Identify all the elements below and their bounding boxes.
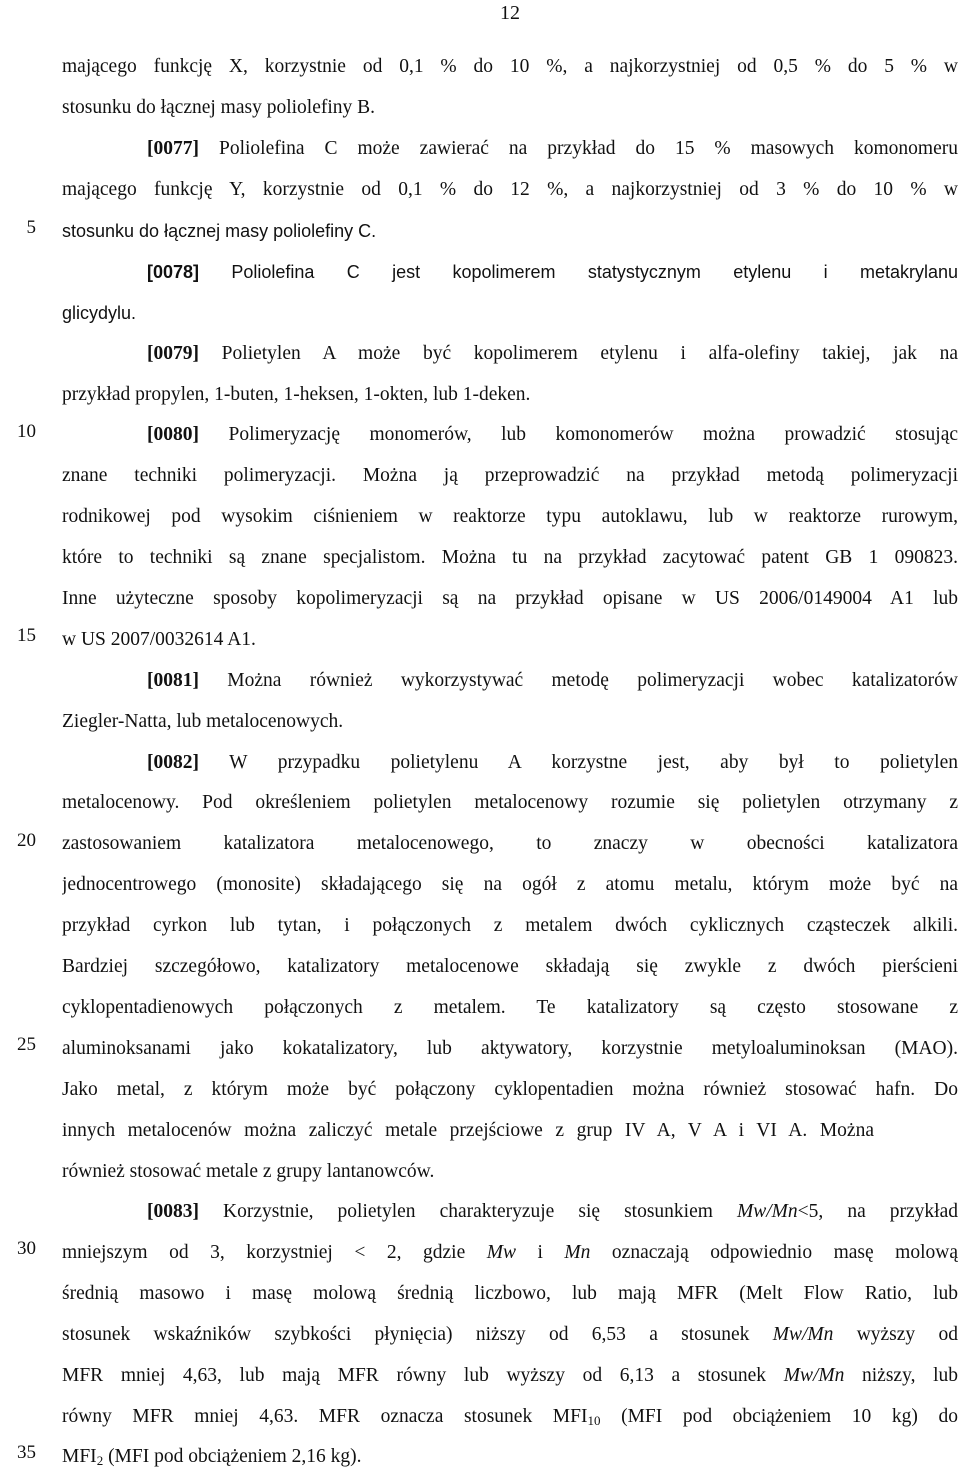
text-line: które to techniki są znane specjalistom. Można tu na przykład zacytować patent GB 1 090823. (62, 547, 958, 568)
paragraph-tag: [0083] (147, 1201, 199, 1222)
line-number: 20 (17, 830, 36, 851)
text-line: mającego funkcję Y, korzystnie od 0,1 % do 12 %, a najkorzystniej od 3 % do 10 % w (62, 179, 958, 200)
text-line: równy MFR mniej 4,63. MFR oznacza stosunek $MFI_{10}$ (MFI pod obciążeniem 10 kg) do (62, 1406, 958, 1428)
paragraph-tag: [0077] (147, 138, 199, 159)
line-number: 25 (17, 1034, 36, 1055)
text-line: Bardziej szczegółowo, katalizatory metalocenowe składają się zwykle z dwóch pierścieni (62, 956, 958, 977)
paragraph-tag: [0079] (147, 343, 199, 364)
paragraph-0077-start: [0077] Poliolefina C może zawierać na przykład do 15 % masowych komonomeru (147, 138, 958, 159)
text-line: przykład propylen, 1-buten, 1-heksen, 1-okten, lub 1-deken. (62, 384, 531, 405)
text-line: $MFI_2$ (MFI pod obciążeniem 2,16 kg). (62, 1446, 362, 1468)
text-line: aluminoksanami jako kokatalizatory, lub aktywatory, korzystnie metyloaluminoksan (MAO). (62, 1038, 958, 1059)
paragraph-0082-start: [0082] W przypadku polietylenu A korzystne jest, aby był to polietylen (147, 752, 958, 773)
line-number: 15 (17, 625, 36, 646)
paragraph-tag: [0081] (147, 670, 199, 691)
text-line: glicydylu. (62, 303, 137, 323)
text-line: zastosowaniem katalizatora metalocenowego, to znaczy w obecności katalizatora (62, 833, 958, 854)
text-line: jednocentrowego (monosite) składającego się na ogół z atomu metalu, którym może być na (62, 874, 958, 895)
line-number: 35 (17, 1442, 36, 1463)
paragraph-tag: [0082] (147, 752, 199, 773)
text-line: Ziegler-Natta, lub metalocenowych. (62, 711, 344, 732)
text-line: mniejszym od 3, korzystniej < 2, gdzie Mw i Mn oznaczają odpowiednio masę molową (62, 1242, 958, 1263)
line-number: 10 (17, 421, 36, 442)
paragraph-0080-start: [0080] Polimeryzację monomerów, lub komonomerów można prowadzić stosując (147, 424, 958, 445)
text-line: przykład cyrkon lub tytan, i połączonych z metalem dwóch cyklicznych cząsteczek alkili. (62, 915, 958, 936)
paragraph-tag: [0080] (147, 424, 199, 445)
paragraph-0079-start: [0079] Polietylen A może być kopolimerem etylenu i alfa-olefiny takiej, jak na (147, 343, 958, 364)
text-line: Jako metal, z którym może być połączony cyklopentadien można również stosować hafn. Do (62, 1079, 958, 1100)
page-number: 12 (500, 2, 520, 24)
text-line: metalocenowy. Pod określeniem polietylen metalocenowy rozumie się polietylen otrzymany z (62, 792, 958, 813)
paragraph-0083-start: [0083] Korzystnie, polietylen charakteryzuje się stosunkiem Mw/Mn<5, na przykład (147, 1201, 958, 1222)
text-line: średnią masowo i masę molową średnią liczbowo, lub mają MFR (Melt Flow Ratio, lub (62, 1283, 958, 1304)
text-line: cyklopentadienowych połączonych z metalem. Te katalizatory są często stosowane z (62, 997, 958, 1018)
text-line: mającego funkcję X, korzystnie od 0,1 % do 10 %, a najkorzystniej od 0,5 % do 5 % w (62, 56, 958, 77)
paragraph-0078-start: [0078] Poliolefina C jest kopolimerem statystycznym etylenu i metakrylanu (147, 262, 958, 282)
text-line: również stosować metale z grupy lantanowców. (62, 1161, 435, 1182)
text-line: innych metalocenów można zaliczyć metale przejściowe z grup IV A, V A i VI A. Można (62, 1120, 874, 1141)
text-line: rodnikowej pod wysokim ciśnieniem w reaktorze typu autoklawu, lub w reaktorze rurowym, (62, 506, 958, 527)
line-number: 30 (17, 1238, 36, 1259)
text-line: MFR mniej 4,63, lub mają MFR równy lub wyższy od 6,13 a stosunek Mw/Mn niższy, lub (62, 1365, 958, 1386)
text-line: Inne użyteczne sposoby kopolimeryzacji są na przykład opisane w US 2006/0149004 A1 lub (62, 588, 958, 609)
text-line: w US 2007/0032614 A1. (62, 629, 256, 650)
paragraph-0081-start: [0081] Można również wykorzystywać metodę polimeryzacji wobec katalizatorów (147, 670, 958, 691)
paragraph-tag: [0078] (147, 262, 200, 282)
text-line: stosunku do łącznej masy poliolefiny C. (62, 221, 377, 241)
text-line: stosunek wskaźników szybkości płynięcia) niższy od 6,53 a stosunek Mw/Mn wyższy od (62, 1324, 958, 1345)
text-line: znane techniki polimeryzacji. Można ją przeprowadzić na przykład metodą polimeryzacji (62, 465, 958, 486)
line-number: 5 (26, 217, 36, 238)
text-line: stosunku do łącznej masy poliolefiny B. (62, 97, 376, 118)
